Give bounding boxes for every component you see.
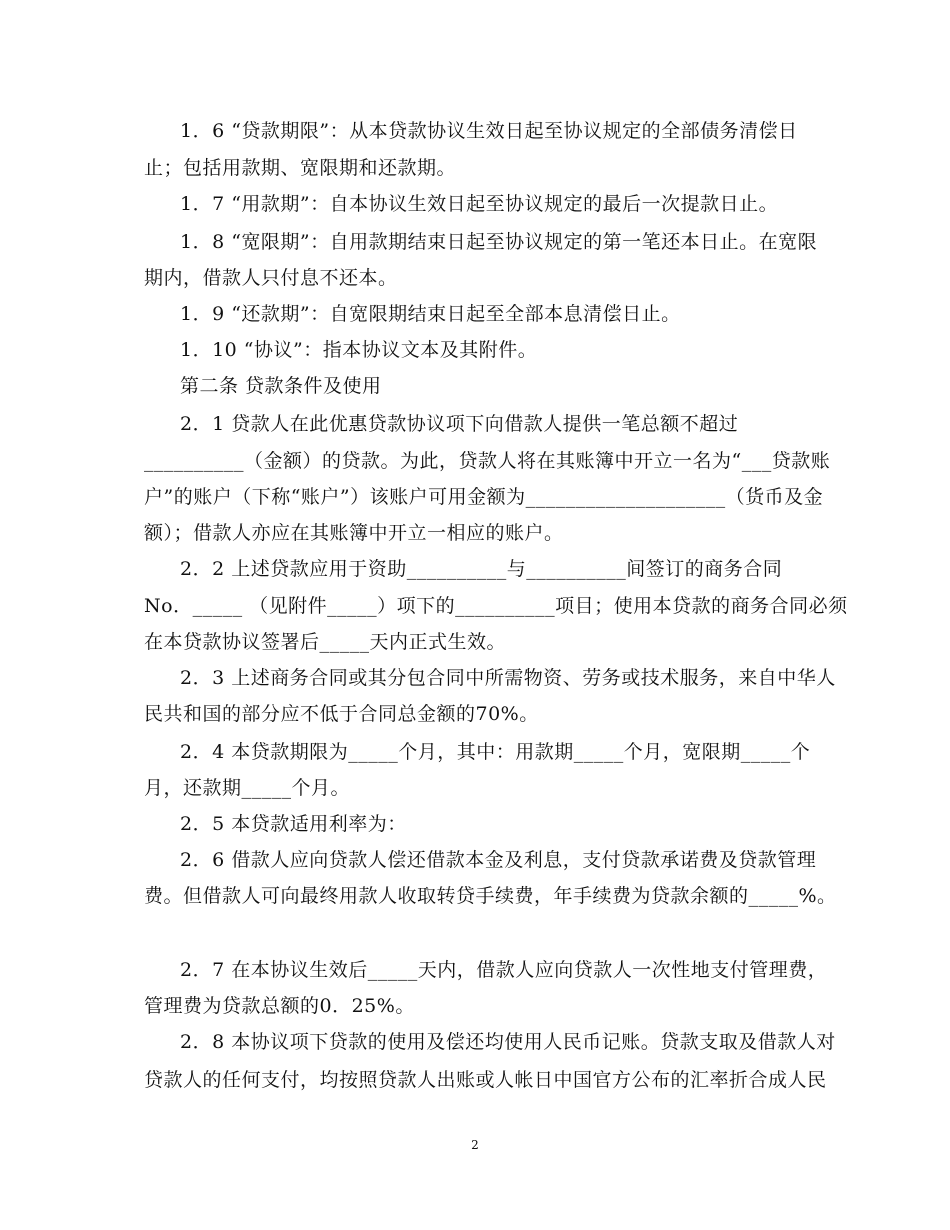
text-line: 管理费为贷款总额的0．25%。 — [144, 995, 415, 1017]
text-line: 额）；借款人亦应在其账簿中开立一相应的账户。 — [144, 522, 564, 544]
text-line: 户”的账户（下称“账户”）该账户可用金额为____________________（货币及金 — [144, 486, 824, 508]
text-line: 月，还款期_____个月。 — [144, 777, 351, 799]
text-line: 2．3 上述商务合同或其分包合同中所需物资、劳务或技术服务，来自中华人 — [180, 667, 836, 689]
text-line: __________（金额）的贷款。为此，贷款人将在其账簿中开立一名为“___贷款账 — [144, 450, 831, 472]
text-line: 贷款人的任何支付，均按照贷款人出账或人帐日中国官方公布的汇率折合成人民 — [144, 1069, 827, 1091]
text-line: 在本贷款协议签署后_____天内正式生效。 — [144, 631, 507, 653]
text-line: 2．6 借款人应向贷款人偿还借款本金及利息，支付贷款承诺费及贷款管理 — [180, 849, 817, 871]
text-line: No．_____ （见附件_____）项下的__________项目；使用本贷款的商务合同必须 — [144, 595, 848, 617]
text-line: 1．9 “还款期”：自宽限期结束日起至全部本息清偿日止。 — [180, 303, 681, 325]
text-line: 2．4 本贷款期限为_____个月，其中：用款期_____个月，宽限期_____个 — [180, 741, 811, 763]
page-number: 2 — [471, 1138, 479, 1152]
text-line: 1．7 “用款期”：自本协议生效日起至协议规定的最后一次提款日止。 — [180, 193, 779, 215]
text-line: 期内，借款人只付息不还本。 — [144, 267, 398, 289]
text-line: 1．8 “宽限期”：自用款期结束日起至协议规定的第一笔还本日止。在宽限 — [180, 231, 818, 253]
text-line: 2．8 本协议项下贷款的使用及偿还均使用人民币记账。贷款支取及借款人对 — [180, 1031, 836, 1053]
text-line: 民共和国的部分应不低于合同总金额的70%。 — [144, 703, 539, 725]
text-line: 费。但借款人可向最终用款人收取转贷手续费，年手续费为贷款余额的_____%。 — [144, 885, 837, 907]
section-heading: 第二条 贷款条件及使用 — [180, 375, 382, 397]
text-line: 2．7 在本协议生效后_____天内，借款人应向贷款人一次性地支付管理费， — [180, 959, 828, 981]
text-line: 1．10 “协议”：指本协议文本及其附件。 — [180, 339, 538, 361]
text-line: 2．2 上述贷款应用于资助__________与__________间签订的商务合同 — [180, 558, 783, 580]
text-line: 1．6 “贷款期限”：从本贷款协议生效日起至协议规定的全部债务清偿日 — [180, 120, 798, 142]
text-line: 2．1 贷款人在此优惠贷款协议项下向借款人提供一笔总额不超过 — [180, 413, 739, 435]
text-line: 止；包括用款期、宽限期和还款期。 — [144, 157, 457, 179]
text-line: 2．5 本贷款适用利率为： — [180, 813, 407, 835]
